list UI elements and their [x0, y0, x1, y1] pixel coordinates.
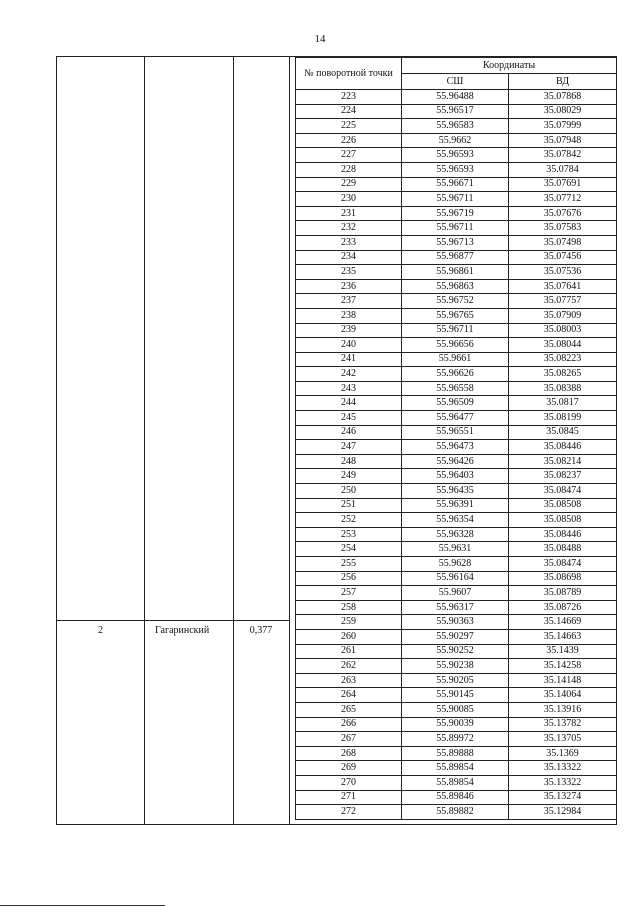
column-divider — [289, 57, 290, 824]
table-row — [296, 732, 617, 747]
table-row — [296, 557, 617, 572]
longitude-cell: 35.08003 — [509, 323, 617, 338]
table-row — [296, 294, 617, 309]
longitude-cell: 35.14663 — [509, 629, 617, 644]
table-row — [296, 206, 617, 221]
longitude-cell: 35.08388 — [509, 381, 617, 396]
table-row — [296, 104, 617, 119]
latitude-cell: 55.96435 — [402, 484, 509, 499]
latitude-cell: 55.9607 — [402, 586, 509, 601]
table-row — [296, 629, 617, 644]
point-number-cell: 264 — [296, 688, 402, 703]
table-row — [296, 133, 617, 148]
point-number-cell: 248 — [296, 454, 402, 469]
point-number-cell: 234 — [296, 250, 402, 265]
table-row — [296, 542, 617, 557]
point-number-cell: 255 — [296, 557, 402, 572]
longitude-cell: 35.13705 — [509, 732, 617, 747]
coordinates-table — [295, 57, 617, 820]
column-divider — [233, 57, 234, 824]
table-row — [296, 323, 617, 338]
table-row — [296, 338, 617, 353]
latitude-cell: 55.96317 — [402, 600, 509, 615]
point-number-cell: 231 — [296, 206, 402, 221]
settlement-row-separator — [57, 620, 290, 621]
latitude-cell: 55.89846 — [402, 790, 509, 805]
latitude-cell: 55.96863 — [402, 279, 509, 294]
footnote-rule — [0, 905, 165, 906]
latitude-cell: 55.96391 — [402, 498, 509, 513]
table-row — [296, 615, 617, 630]
longitude-cell: 35.14669 — [509, 615, 617, 630]
latitude-cell: 55.96509 — [402, 396, 509, 411]
latitude-cell: 55.96558 — [402, 381, 509, 396]
table-row — [296, 250, 617, 265]
latitude-cell: 55.96477 — [402, 411, 509, 426]
longitude-cell: 35.08446 — [509, 527, 617, 542]
table-row — [296, 702, 617, 717]
table-row — [296, 790, 617, 805]
longitude-cell: 35.07583 — [509, 221, 617, 236]
point-number-cell: 236 — [296, 279, 402, 294]
latitude-cell: 55.90145 — [402, 688, 509, 703]
point-number-cell: 235 — [296, 265, 402, 280]
latitude-cell: 55.90297 — [402, 629, 509, 644]
longitude-cell: 35.08446 — [509, 440, 617, 455]
longitude-cell: 35.08237 — [509, 469, 617, 484]
longitude-cell: 35.07691 — [509, 177, 617, 192]
point-number-cell: 254 — [296, 542, 402, 557]
settlement-name: Гагаринский — [155, 625, 210, 636]
point-number-cell: 237 — [296, 294, 402, 309]
point-number-cell: 267 — [296, 732, 402, 747]
point-number-cell: 241 — [296, 352, 402, 367]
longitude-cell: 35.07456 — [509, 250, 617, 265]
latitude-cell: 55.96488 — [402, 90, 509, 105]
table-row — [296, 454, 617, 469]
table-row — [296, 235, 617, 250]
table-row — [296, 688, 617, 703]
latitude-cell: 55.89854 — [402, 775, 509, 790]
table-row — [296, 396, 617, 411]
latitude-cell: 55.9662 — [402, 133, 509, 148]
point-number-cell: 223 — [296, 90, 402, 105]
latitude-cell: 55.96877 — [402, 250, 509, 265]
table-row — [296, 498, 617, 513]
longitude-cell: 35.0845 — [509, 425, 617, 440]
point-number-cell: 258 — [296, 600, 402, 615]
longitude-cell: 35.13916 — [509, 702, 617, 717]
point-number-cell: 233 — [296, 235, 402, 250]
latitude-cell: 55.90363 — [402, 615, 509, 630]
latitude-cell: 55.89888 — [402, 746, 509, 761]
longitude-cell: 35.08488 — [509, 542, 617, 557]
longitude-cell: 35.08508 — [509, 513, 617, 528]
table-row — [296, 177, 617, 192]
point-number-cell: 266 — [296, 717, 402, 732]
latitude-cell: 55.89972 — [402, 732, 509, 747]
latitude-cell: 55.96328 — [402, 527, 509, 542]
longitude-cell: 35.0817 — [509, 396, 617, 411]
table-row — [296, 746, 617, 761]
table-row — [296, 805, 617, 820]
longitude-cell: 35.08214 — [509, 454, 617, 469]
table-row — [296, 352, 617, 367]
latitude-cell: 55.96593 — [402, 148, 509, 163]
point-number-cell: 268 — [296, 746, 402, 761]
longitude-cell: 35.07498 — [509, 235, 617, 250]
longitude-cell: 35.07842 — [509, 148, 617, 163]
table-row — [296, 469, 617, 484]
longitude-cell: 35.08508 — [509, 498, 617, 513]
point-number-cell: 225 — [296, 119, 402, 134]
latitude-cell: 55.96517 — [402, 104, 509, 119]
header-point-number: № поворотной точки — [296, 58, 402, 90]
point-number-cell: 226 — [296, 133, 402, 148]
table-row — [296, 367, 617, 382]
table-row — [296, 440, 617, 455]
latitude-cell: 55.96426 — [402, 454, 509, 469]
latitude-cell: 55.96164 — [402, 571, 509, 586]
point-number-cell: 240 — [296, 338, 402, 353]
table-row — [296, 717, 617, 732]
point-number-cell: 250 — [296, 484, 402, 499]
table-row — [296, 600, 617, 615]
point-number-cell: 262 — [296, 659, 402, 674]
point-number-cell: 243 — [296, 381, 402, 396]
table-row — [296, 644, 617, 659]
longitude-cell: 35.08474 — [509, 557, 617, 572]
header-coordinates: Координаты — [402, 58, 617, 74]
table-row — [296, 673, 617, 688]
longitude-cell: 35.07757 — [509, 294, 617, 309]
point-number-cell: 245 — [296, 411, 402, 426]
latitude-cell: 55.96711 — [402, 323, 509, 338]
longitude-cell: 35.14064 — [509, 688, 617, 703]
longitude-cell: 35.08474 — [509, 484, 617, 499]
point-number-cell: 257 — [296, 586, 402, 601]
table-row — [296, 659, 617, 674]
longitude-cell: 35.08789 — [509, 586, 617, 601]
point-number-cell: 227 — [296, 148, 402, 163]
latitude-cell: 55.90252 — [402, 644, 509, 659]
longitude-cell: 35.07712 — [509, 192, 617, 207]
header-latitude: СШ — [402, 74, 509, 90]
table-row — [296, 586, 617, 601]
table-row — [296, 308, 617, 323]
longitude-cell: 35.13782 — [509, 717, 617, 732]
point-number-cell: 252 — [296, 513, 402, 528]
latitude-cell: 55.9628 — [402, 557, 509, 572]
table-row — [296, 162, 617, 177]
latitude-cell: 55.96711 — [402, 192, 509, 207]
point-number-cell: 230 — [296, 192, 402, 207]
latitude-cell: 55.96354 — [402, 513, 509, 528]
point-number-cell: 260 — [296, 629, 402, 644]
point-number-cell: 224 — [296, 104, 402, 119]
latitude-cell: 55.9631 — [402, 542, 509, 557]
point-number-cell: 272 — [296, 805, 402, 820]
table-row — [296, 484, 617, 499]
longitude-cell: 35.13322 — [509, 775, 617, 790]
latitude-cell: 55.96765 — [402, 308, 509, 323]
longitude-cell: 35.07999 — [509, 119, 617, 134]
latitude-cell: 55.96861 — [402, 265, 509, 280]
longitude-cell: 35.08029 — [509, 104, 617, 119]
latitude-cell: 55.96711 — [402, 221, 509, 236]
latitude-cell: 55.96752 — [402, 294, 509, 309]
longitude-cell: 35.14258 — [509, 659, 617, 674]
latitude-cell: 55.96593 — [402, 162, 509, 177]
longitude-cell: 35.1369 — [509, 746, 617, 761]
point-number-cell: 249 — [296, 469, 402, 484]
longitude-cell: 35.08726 — [509, 600, 617, 615]
point-number-cell: 270 — [296, 775, 402, 790]
table-row — [296, 513, 617, 528]
table-row — [296, 527, 617, 542]
point-number-cell: 269 — [296, 761, 402, 776]
point-number-cell: 242 — [296, 367, 402, 382]
table-row — [296, 90, 617, 105]
latitude-cell: 55.90039 — [402, 717, 509, 732]
longitude-cell: 35.07868 — [509, 90, 617, 105]
table-row — [296, 411, 617, 426]
latitude-cell: 55.90205 — [402, 673, 509, 688]
latitude-cell: 55.90238 — [402, 659, 509, 674]
page-number: 14 — [314, 33, 326, 45]
table-row — [296, 119, 617, 134]
point-number-cell: 239 — [296, 323, 402, 338]
latitude-cell: 55.96403 — [402, 469, 509, 484]
header-longitude: ВД — [509, 74, 617, 90]
table-row — [296, 761, 617, 776]
table-row — [296, 148, 617, 163]
latitude-cell: 55.96656 — [402, 338, 509, 353]
longitude-cell: 35.08698 — [509, 571, 617, 586]
point-number-cell: 232 — [296, 221, 402, 236]
latitude-cell: 55.89854 — [402, 761, 509, 776]
table-row — [296, 265, 617, 280]
point-number-cell: 253 — [296, 527, 402, 542]
point-number-cell: 265 — [296, 702, 402, 717]
settlement-index: 2 — [98, 625, 103, 636]
longitude-cell: 35.13322 — [509, 761, 617, 776]
longitude-cell: 35.07909 — [509, 308, 617, 323]
longitude-cell: 35.08265 — [509, 367, 617, 382]
point-number-cell: 256 — [296, 571, 402, 586]
longitude-cell: 35.08044 — [509, 338, 617, 353]
longitude-cell: 35.07641 — [509, 279, 617, 294]
longitude-cell: 35.1439 — [509, 644, 617, 659]
latitude-cell: 55.9661 — [402, 352, 509, 367]
longitude-cell: 35.07948 — [509, 133, 617, 148]
latitude-cell: 55.96583 — [402, 119, 509, 134]
point-number-cell: 244 — [296, 396, 402, 411]
longitude-cell: 35.07536 — [509, 265, 617, 280]
point-number-cell: 238 — [296, 308, 402, 323]
latitude-cell: 55.96671 — [402, 177, 509, 192]
table-row — [296, 381, 617, 396]
longitude-cell: 35.08199 — [509, 411, 617, 426]
point-number-cell: 228 — [296, 162, 402, 177]
table-row — [296, 425, 617, 440]
latitude-cell: 55.96713 — [402, 235, 509, 250]
latitude-cell: 55.96626 — [402, 367, 509, 382]
latitude-cell: 55.96473 — [402, 440, 509, 455]
point-number-cell: 229 — [296, 177, 402, 192]
table-row — [296, 221, 617, 236]
latitude-cell: 55.89882 — [402, 805, 509, 820]
point-number-cell: 271 — [296, 790, 402, 805]
settlement-area: 0,377 — [249, 625, 273, 636]
longitude-cell: 35.14148 — [509, 673, 617, 688]
point-number-cell: 259 — [296, 615, 402, 630]
table-row — [296, 279, 617, 294]
longitude-cell: 35.0784 — [509, 162, 617, 177]
table-row — [296, 775, 617, 790]
point-number-cell: 261 — [296, 644, 402, 659]
longitude-cell: 35.08223 — [509, 352, 617, 367]
column-divider — [144, 57, 145, 824]
point-number-cell: 263 — [296, 673, 402, 688]
point-number-cell: 251 — [296, 498, 402, 513]
table-row — [296, 571, 617, 586]
point-number-cell: 247 — [296, 440, 402, 455]
table-row — [296, 192, 617, 207]
longitude-cell: 35.13274 — [509, 790, 617, 805]
latitude-cell: 55.96719 — [402, 206, 509, 221]
latitude-cell: 55.90085 — [402, 702, 509, 717]
point-number-cell: 246 — [296, 425, 402, 440]
longitude-cell: 35.07676 — [509, 206, 617, 221]
longitude-cell: 35.12984 — [509, 805, 617, 820]
latitude-cell: 55.96551 — [402, 425, 509, 440]
